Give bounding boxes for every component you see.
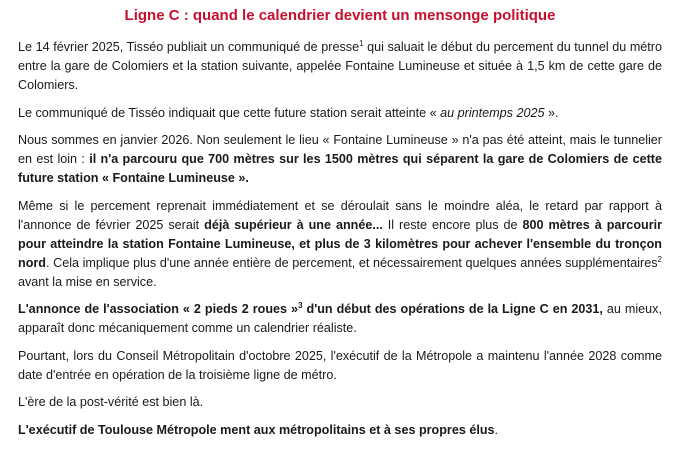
paragraph-5 — [18, 300, 662, 338]
paragraph-1-text: Le 14 février 2025, Tisséo publiait un communiqué de presse — [18, 40, 360, 54]
paragraph-4-bold-1: déjà supérieur à une année... — [204, 217, 383, 232]
paragraph-5-text: au mieux, apparaît donc mécaniquement comme un calendrier réaliste. — [18, 302, 662, 335]
paragraph-6 — [18, 347, 662, 385]
footnote-ref-1[interactable]: 1 — [359, 38, 364, 48]
paragraph-4-text-2: Il reste encore plus de — [382, 217, 523, 232]
paragraph-2-text-end: ». — [544, 105, 559, 120]
paragraph-4-text: Même si le percement reprenait immédiatement et se déroulait sans le moindre aléa, le retard par rapport à l'annonce de février 2025 serait — [18, 198, 662, 232]
paragraph-5-bold-2: d'un début des opérations de la Ligne C en 2031, — [302, 302, 603, 316]
footnote-ref-3[interactable]: 3 — [298, 300, 303, 310]
paragraph-5-bold-1: L'annonce de l'association « 2 pieds 2 roues » — [18, 302, 299, 316]
paragraph-8-text: . — [494, 422, 499, 437]
paragraph-4-text-3: . Cela implique plus d'une année entière de percement, et nécessairement quelques années supplémentaires — [45, 255, 658, 270]
page-title: Ligne C : quand le calendrier devient un mensonge politique — [124, 7, 556, 24]
paragraph-1 — [18, 38, 662, 95]
paragraph-6-text: Pourtant, lors du Conseil Métropolitain d'octobre 2025, l'exécutif de la Métropole a maintenu l'année 2028 comme date d'entrée en opération de la troisième ligne de métro. — [18, 348, 662, 382]
paragraph-7 — [18, 393, 662, 412]
paragraph-1-text-cont: qui saluait le début du percement du tunnel du métro entre la gare de Colomiers et la station suivante, appelée Fontaine Lumineuse et située à 1,5 km de cette gare de Colomiers. — [18, 40, 663, 92]
paragraph-8 — [18, 421, 662, 440]
paragraph-3-text: Nous sommes en janvier 2026. Non seulement le lieu « Fontaine Lumineuse » n'a pas été atteint, mais le tunnelier en est loin : — [18, 133, 662, 166]
paragraph-4 — [18, 197, 662, 292]
paragraph-8-bold: L'exécutif de Toulouse Métropole ment aux métropolitains et à ses propres élus — [18, 422, 495, 437]
paragraph-3-bold: il n'a parcouru que 700 mètres sur les 1500 mètres qui séparent la gare de Colomiers de cette future station « Fontaine Lumineuse ». — [18, 152, 662, 185]
paragraph-2 — [18, 104, 662, 123]
paragraph-4-bold-2: 800 mètres à parcourir pour atteindre la station Fontaine Lumineuse, et plus de 3 kilomètres pour achever l'ensemble du tronçon nord — [18, 217, 662, 270]
paragraph-3 — [18, 131, 662, 188]
paragraph-4-text-4: avant la mise en service. — [18, 274, 157, 289]
footnote-ref-2[interactable]: 2 — [657, 254, 662, 264]
paragraph-2-emphasis: au printemps 2025 — [440, 105, 545, 120]
paragraph-2-text: Le communiqué de Tisséo indiquait que cette future station serait atteinte « — [18, 105, 441, 120]
paragraph-7-text: L'ère de la post-vérité est bien là. — [18, 395, 204, 409]
